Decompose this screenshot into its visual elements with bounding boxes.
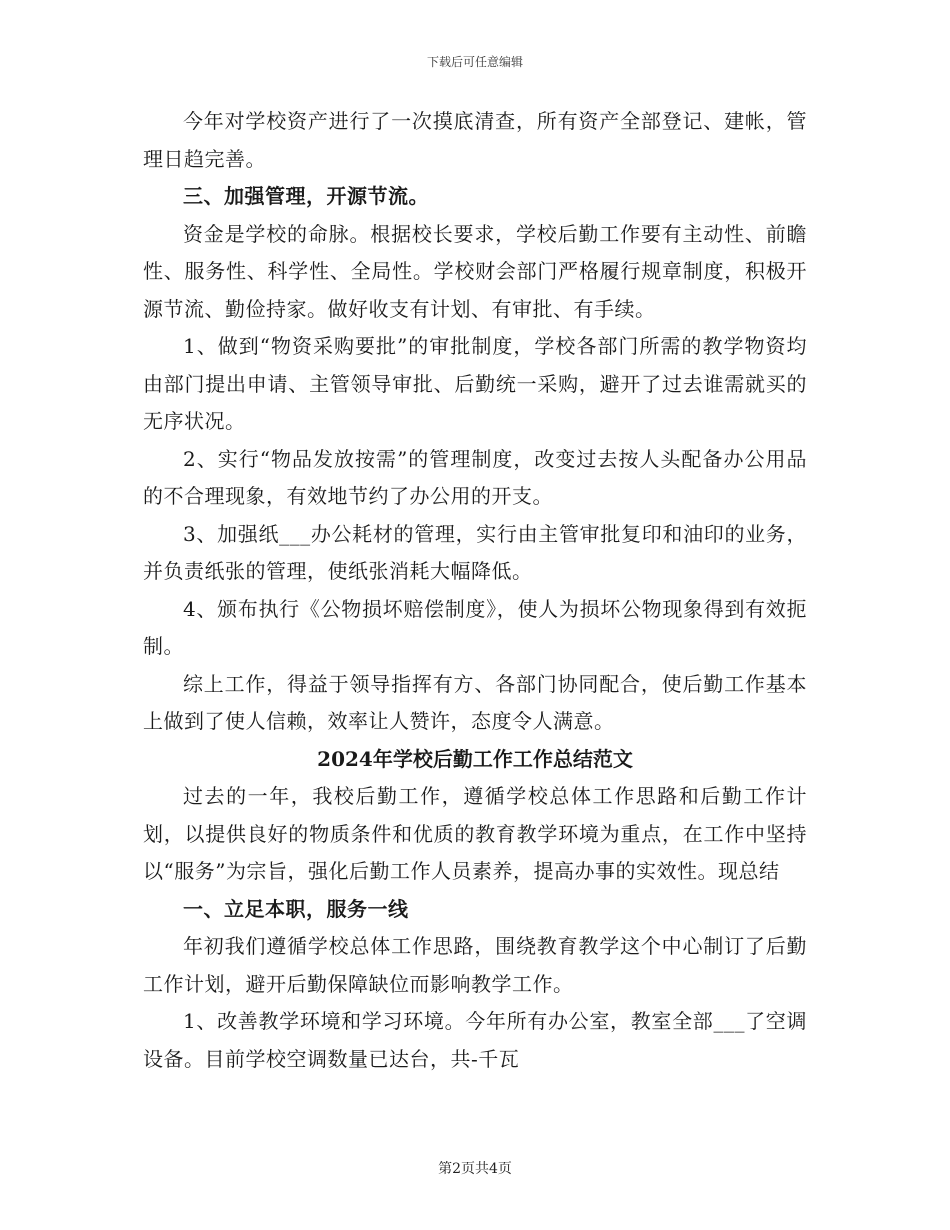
page-number: 第2页共4页 bbox=[438, 1161, 512, 1177]
section-heading-management: 三、加强管理，开源节流。 bbox=[183, 184, 429, 208]
paragraph-item-2-distribution: 2、实行“物品发放按需”的管理制度，改变过去按人头配备办公用品的不合理现象，有效地节约了办公用的开支。 bbox=[143, 446, 807, 508]
paragraph-summary: 综上工作，得益于领导指挥有方、各部门协同配合，使后勤工作基本上做到了使人信赖，效率让人赞许，态度令人满意。 bbox=[143, 671, 807, 733]
paragraph-item-1-environment: 1、改善教学环境和学习环境。今年所有办公室，教室全部___了空调设备。目前学校空调数量已达台，共-千瓦 bbox=[143, 1009, 807, 1071]
paragraph-item-1-procurement: 1、做到“物资采购要批”的审批制度，学校各部门所需的教学物资均由部门提出申请、主管领导审批、后勤统一采购，避开了过去谁需就买的无序状况。 bbox=[143, 334, 807, 433]
paragraph-intro: 过去的一年，我校后勤工作，遵循学校总体工作思路和后勤工作计划，以提供良好的物质条件和优质的教育教学环境为重点，在工作中坚持以“服务”为宗旨，强化后勤工作人员素养，提高办事的实效性。现总结 bbox=[143, 784, 807, 883]
paragraph-plan: 年初我们遵循学校总体工作思路，围绕教育教学这个中心制订了后勤工作计划，避开后勤保障缺位而影响教学工作。 bbox=[143, 934, 807, 996]
paragraph-item-3-paper: 3、加强纸___办公耗材的管理，实行由主管审批复印和油印的业务，并负责纸张的管理，使纸张消耗大幅降低。 bbox=[143, 521, 807, 583]
document-body bbox=[143, 103, 807, 1078]
section-heading-service: 一、立足本职，服务一线 bbox=[183, 896, 409, 921]
page-header: 下载后可任意编辑 bbox=[426, 55, 523, 69]
paragraph-item-4-compensation: 4、颁布执行《公物损坏赔偿制度》，使人为损坏公物现象得到有效扼制。 bbox=[143, 596, 807, 658]
paragraph-asset-audit: 今年对学校资产进行了一次摸底清查，所有资产全部登记、建帐，管理日趋完善。 bbox=[143, 109, 807, 171]
document-title: 2024年学校后勤工作工作总结范文 bbox=[317, 746, 633, 771]
paragraph-funding: 资金是学校的命脉。根据校长要求，学校后勤工作要有主动性、前瞻性、服务性、科学性、全局性。学校财会部门严格履行规章制度，积极开源节流、勤俭持家。做好收支有计划、有审批、有手续。 bbox=[143, 221, 807, 321]
